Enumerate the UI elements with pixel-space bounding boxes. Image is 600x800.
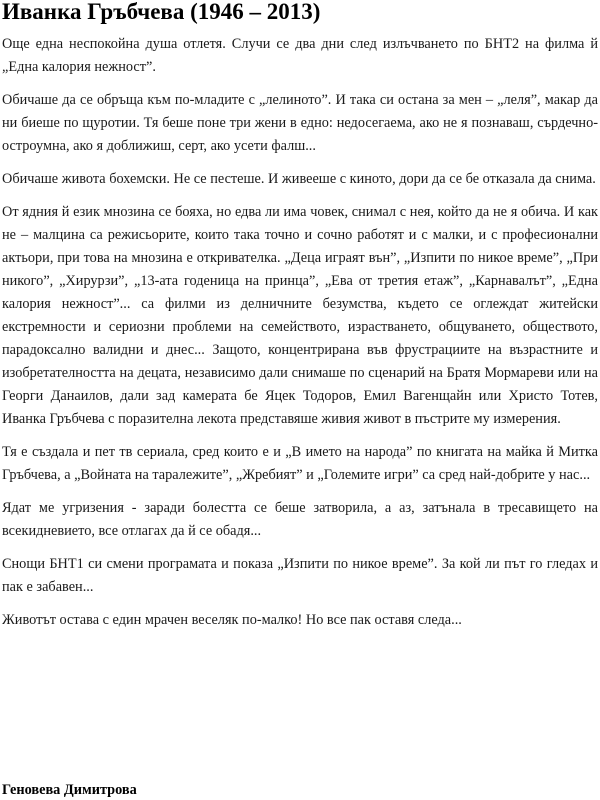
paragraph: Снощи БНТ1 си смени програмата и показа „Изпити по никое време”. За кой ли път го гледах и пак е забавен... [2,556,598,595]
paragraph: Обичаше да се обръща към по-младите с „лелиното”. И така си остана за мен – „леля”, макар да ни биеше по щуротии. Тя беше поне три жени в едно: недосегаема, ако не я познаваш, сърдечно-остроумна, ако я доближиш, серт, ако усети фалш... [2,92,598,154]
article [2,0,598,642]
paragraph: Още една неспокойна душа отлетя. Случи се два дни след излъчването по БНТ2 на филма й „Една калория нежност”. [2,36,598,75]
paragraph: Обичаше живота бохемски. Не се пестеше. И живееше с киното, дори да се бе отказала да снима. [2,171,596,187]
paragraph: От ядния й език мнозина се бояха, но едва ли има човек, снимал с нея, който да не я обича. И как не – малцина са режисьорите, които така точно и сочно работят и с малки, и с професионални актьори, при това на мнозина е откривателка. „Деца играят вън”, „Изпити по никое време”, „При никого”, „Хирурзи”, „13-ата годеница на принца”, „Ева от третия етаж”, „Карнавалът”, „Една калория нежност”... са филми из делничните безумства, където се оглеждат житейски екстремности и сериозни проблеми на семейството, израстването, общуването, обществото, парадоксално валидни и днес... Защото, концентрирана във фрустрациите на възрастните и изобретателността на децата, независимо дали снимаше по сценарий на Братя Мормареви или на Георги Данаилов, дали зад камерата бе Яцек Тодоров, Емил Вагенщайн или Христо Тотев, Иванка Гръбчева с поразителна лекота представяше живия живот в пъстрите му измерения. [2,204,598,427]
paragraph: Животът остава с един мрачен веселяк по-малко! Но все пак оставя следа... [2,612,462,628]
author-signature: Геновева Димитрова [2,782,137,798]
article-title: Иванка Гръбчева (1946 – 2013) [2,0,321,24]
paragraph: Ядат ме угризения - заради болестта се беше затворила, а аз, затънала в тресавището на всекидневието, все отлагах да й се обадя... [2,500,598,539]
paragraph: Тя е създала и пет тв сериала, сред които е и „В името на народа” по книгата на майка й Митка Гръбчева, а „Войната на таралежите”, „Жребият” и „Големите игри” са сред най-добрите у нас... [2,444,598,483]
